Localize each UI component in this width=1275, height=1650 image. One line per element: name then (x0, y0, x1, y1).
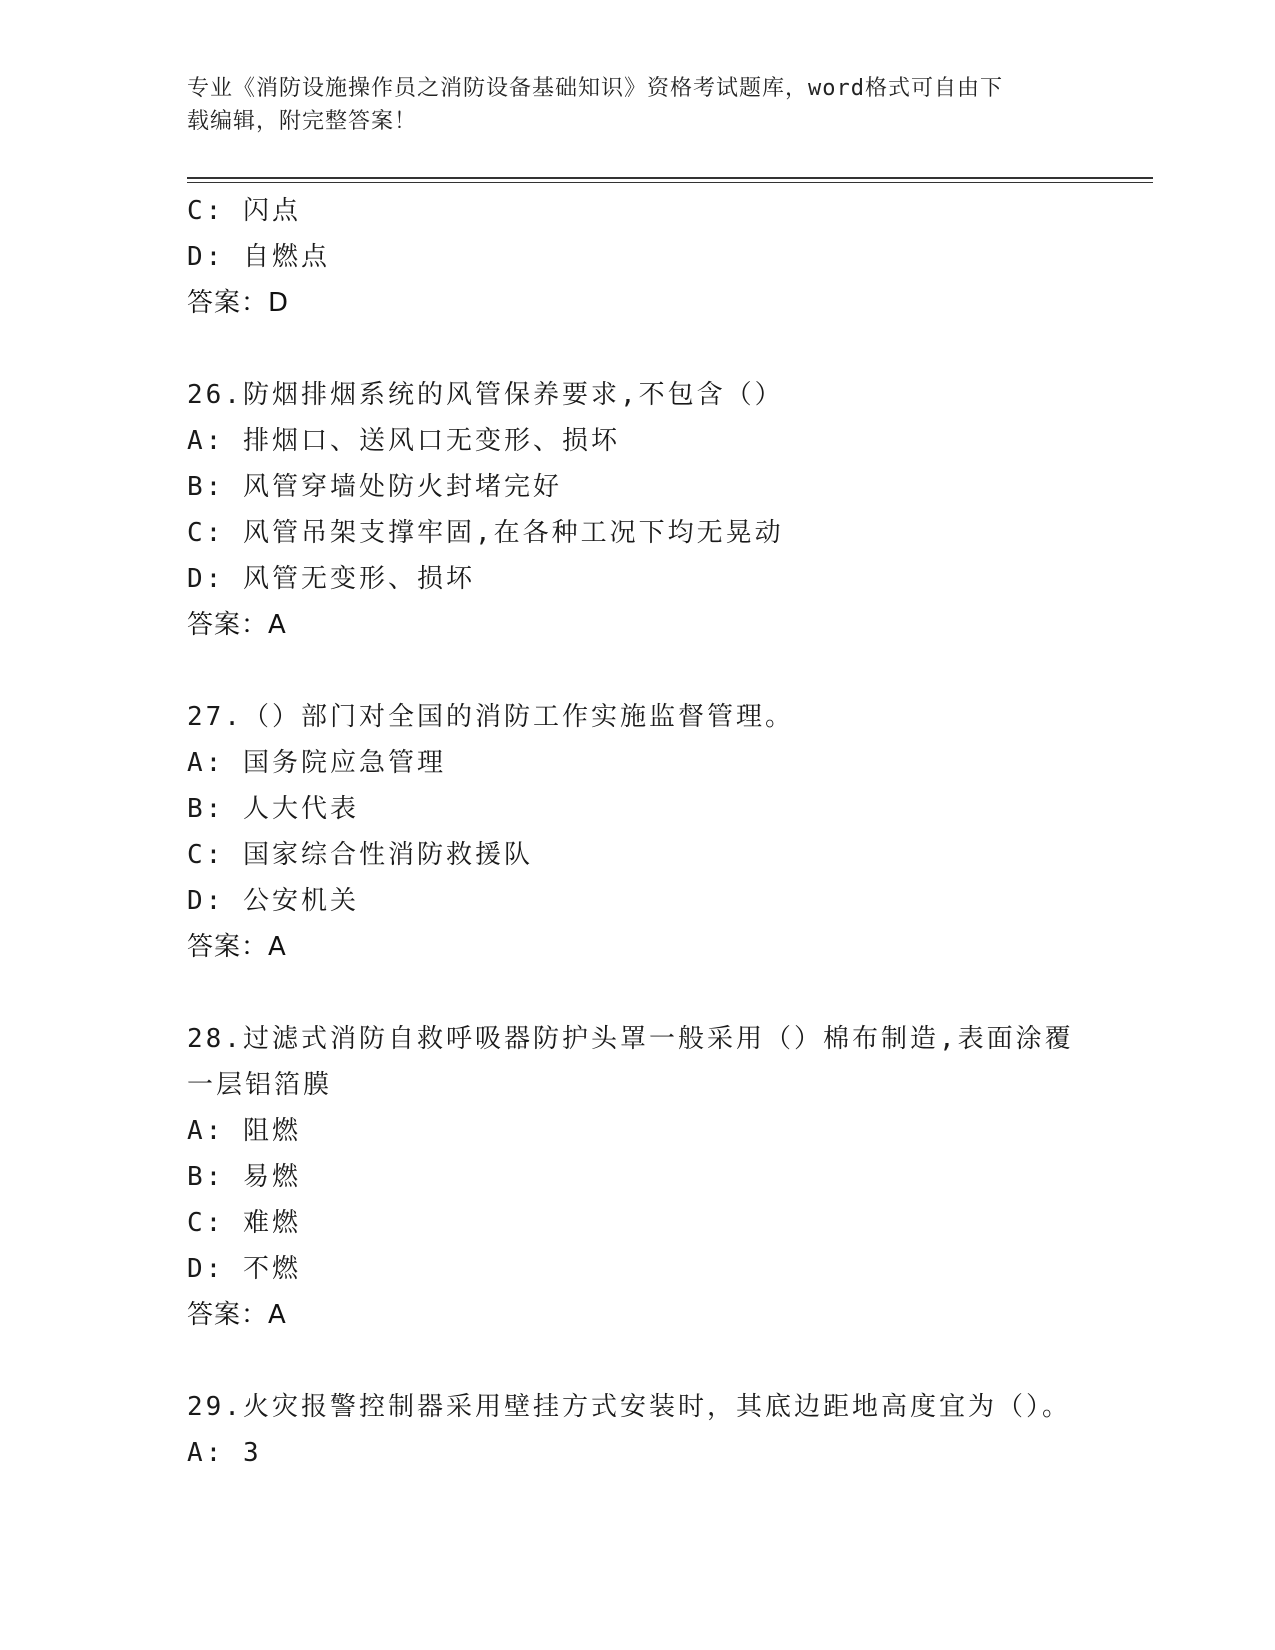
question-27 (187, 694, 1087, 970)
option-d: D: 自燃点 (187, 242, 330, 272)
answer-line: 答案：A (187, 610, 287, 640)
option-d: D: 不燃 (187, 1254, 301, 1284)
option-c: C: 难燃 (187, 1208, 301, 1238)
option-a: A: 3 (187, 1438, 262, 1468)
spacer (187, 326, 1087, 372)
option-d: D: 公安机关 (187, 886, 359, 916)
answer-line: 答案：A (187, 1300, 287, 1330)
header-line-2: 载编辑，附完整答案！ (187, 109, 418, 134)
option-b: B: 易燃 (187, 1162, 301, 1192)
option-a: A: 排烟口、送风口无变形、损坏 (187, 426, 620, 456)
question-stem-line-1: 28.过滤式消防自救呼吸器防护头罩一般采用（）棉布制造,表面涂覆 (187, 1024, 1074, 1054)
option-d: D: 风管无变形、损坏 (187, 564, 475, 594)
question-28 (187, 1016, 1087, 1338)
answer-line: 答案：D (187, 288, 290, 318)
question-stem: 26.防烟排烟系统的风管保养要求,不包含（） (187, 380, 784, 410)
option-c: C: 国家综合性消防救援队 (187, 840, 533, 870)
spacer (187, 1338, 1087, 1384)
document-header (187, 72, 1067, 138)
option-c: C: 闪点 (187, 196, 301, 226)
question-stem: 27.（）部门对全国的消防工作实施监督管理。 (187, 702, 794, 732)
question-26 (187, 372, 1087, 648)
option-b: B: 人大代表 (187, 794, 359, 824)
question-stem-line-2: 一层铝箔膜 (187, 1070, 333, 1100)
header-line-1: 专业《消防设施操作员之消防设备基础知识》资格考试题库，word格式可自由下 (187, 76, 1003, 101)
question-25-continued (187, 188, 1087, 326)
question-stem: 29.火灾报警控制器采用壁挂方式安装时，其底边距地高度宜为（）。 (187, 1392, 1071, 1422)
header-divider-thin (187, 182, 1153, 183)
option-c: C: 风管吊架支撑牢固,在各种工况下均无晃动 (187, 518, 784, 548)
question-list (187, 188, 1087, 1476)
question-29 (187, 1384, 1087, 1476)
option-a: A: 阻燃 (187, 1116, 301, 1146)
answer-line: 答案：A (187, 932, 287, 962)
spacer (187, 648, 1087, 694)
option-a: A: 国务院应急管理 (187, 748, 446, 778)
header-divider-thick (187, 177, 1153, 179)
spacer (187, 970, 1087, 1016)
option-b: B: 风管穿墙处防火封堵完好 (187, 472, 562, 502)
